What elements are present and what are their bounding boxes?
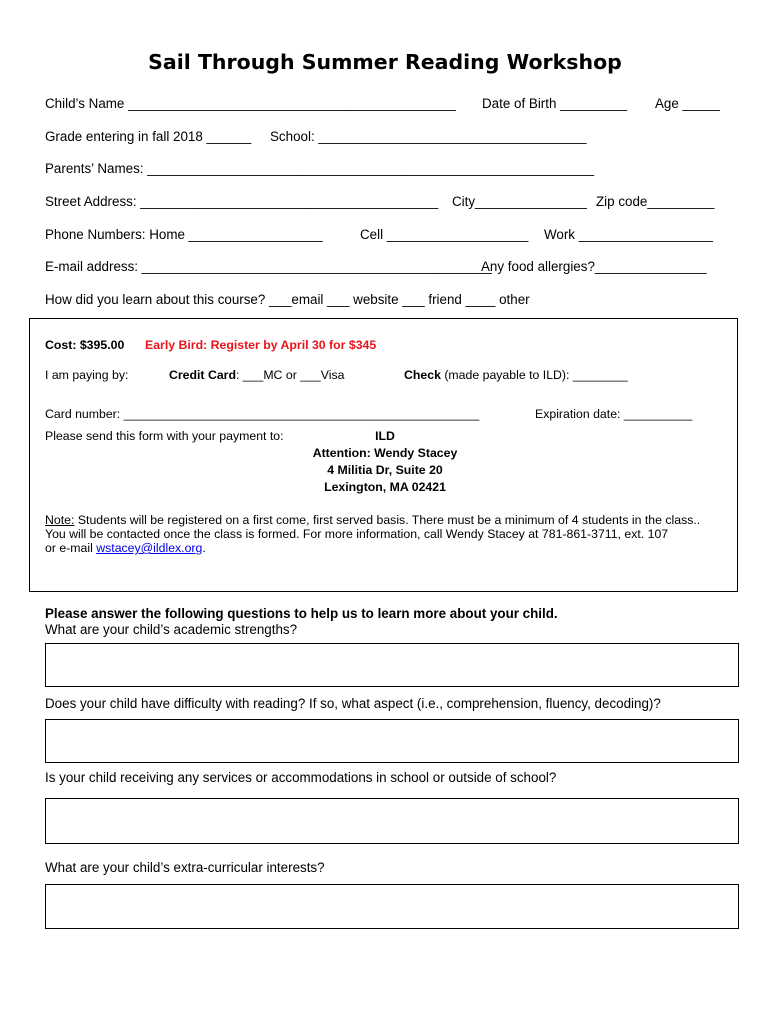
cost-label: Cost: $395.00 [45,338,125,352]
note-email-suffix: . [202,541,206,555]
form-title: Sail Through Summer Reading Workshop [148,50,622,74]
note-line-2: You will be contacted once the class is formed. For more information, call Wendy Stacey at 781-861-3711, ext. 107 [45,527,669,541]
send-to-label: Please send this form with your payment to: [45,429,284,443]
zip-code-field[interactable]: Zip code_________ [596,194,715,209]
child-name-field[interactable]: Child’s Name ____________________________________________ [45,96,456,111]
answer-extracurricular[interactable] [45,884,739,929]
note-label: Note: [45,513,75,527]
contact-email-link[interactable]: wstacey@ildlex.org [96,541,203,555]
note-line-3 [45,541,206,555]
answer-academic-strengths[interactable] [45,643,739,687]
age-field[interactable]: Age _____ [655,96,720,111]
date-of-birth-field[interactable]: Date of Birth _________ [482,96,628,111]
expiration-date-field[interactable]: Expiration date: __________ [535,407,693,421]
cell-phone-field[interactable]: Cell ___________________ [360,227,529,242]
credit-card-option[interactable] [169,368,344,382]
card-number-field[interactable]: Card number: ____________________________________________________ [45,407,480,421]
home-phone-field[interactable]: Phone Numbers: Home __________________ [45,227,323,242]
question-services: Is your child receiving any services or accommodations in school or outside of school? [45,770,557,785]
check-label: Check [404,368,441,382]
note-text-1: Students will be registered on a first come, first served basis. There must be a minimum of 4 students in the class.. [74,513,701,527]
check-payable: (made payable to ILD): ________ [440,368,628,382]
question-reading-difficulty: Does your child have difficulty with reading? If so, what aspect (i.e., comprehension, fluency, decoding)? [45,696,661,711]
email-field[interactable]: E-mail address: _______________________________________________ [45,259,492,274]
credit-card-choices: : ___MC or ___Visa [235,368,345,382]
food-allergies-field[interactable]: Any food allergies?_______________ [481,259,707,274]
note-email-prefix: or e-mail [45,541,97,555]
check-option[interactable] [404,368,628,382]
city-field[interactable]: City_______________ [452,194,587,209]
answer-reading-difficulty[interactable] [45,719,739,763]
early-bird-label: Early Bird: Register by April 30 for $345 [145,338,377,352]
note-line-1 [45,513,700,527]
referral-source-field[interactable]: How did you learn about this course? ___email ___ website ___ friend ____ other [45,292,530,307]
credit-card-label: Credit Card [169,368,236,382]
answer-services[interactable] [45,798,739,844]
street-address-field[interactable]: Street Address: ________________________________________ [45,194,439,209]
address-street: 4 Militia Dr, Suite 20 [327,463,443,477]
address-city: Lexington, MA 02421 [324,480,446,494]
address-org: ILD [375,429,395,443]
work-phone-field[interactable]: Work __________________ [544,227,713,242]
question-extracurricular: What are your child’s extra-curricular interests? [45,860,325,875]
grade-field[interactable]: Grade entering in fall 2018 ______ [45,129,252,144]
school-field[interactable]: School: ____________________________________ [270,129,587,144]
question-academic-strengths: What are your child’s academic strengths? [45,622,298,637]
parents-names-field[interactable]: Parents’ Names: ____________________________________________________________ [45,161,595,176]
address-attention: Attention: Wendy Stacey [312,446,458,460]
paying-by-label: I am paying by: [45,368,129,382]
questions-intro: Please answer the following questions to help us to learn more about your child. [45,606,558,621]
